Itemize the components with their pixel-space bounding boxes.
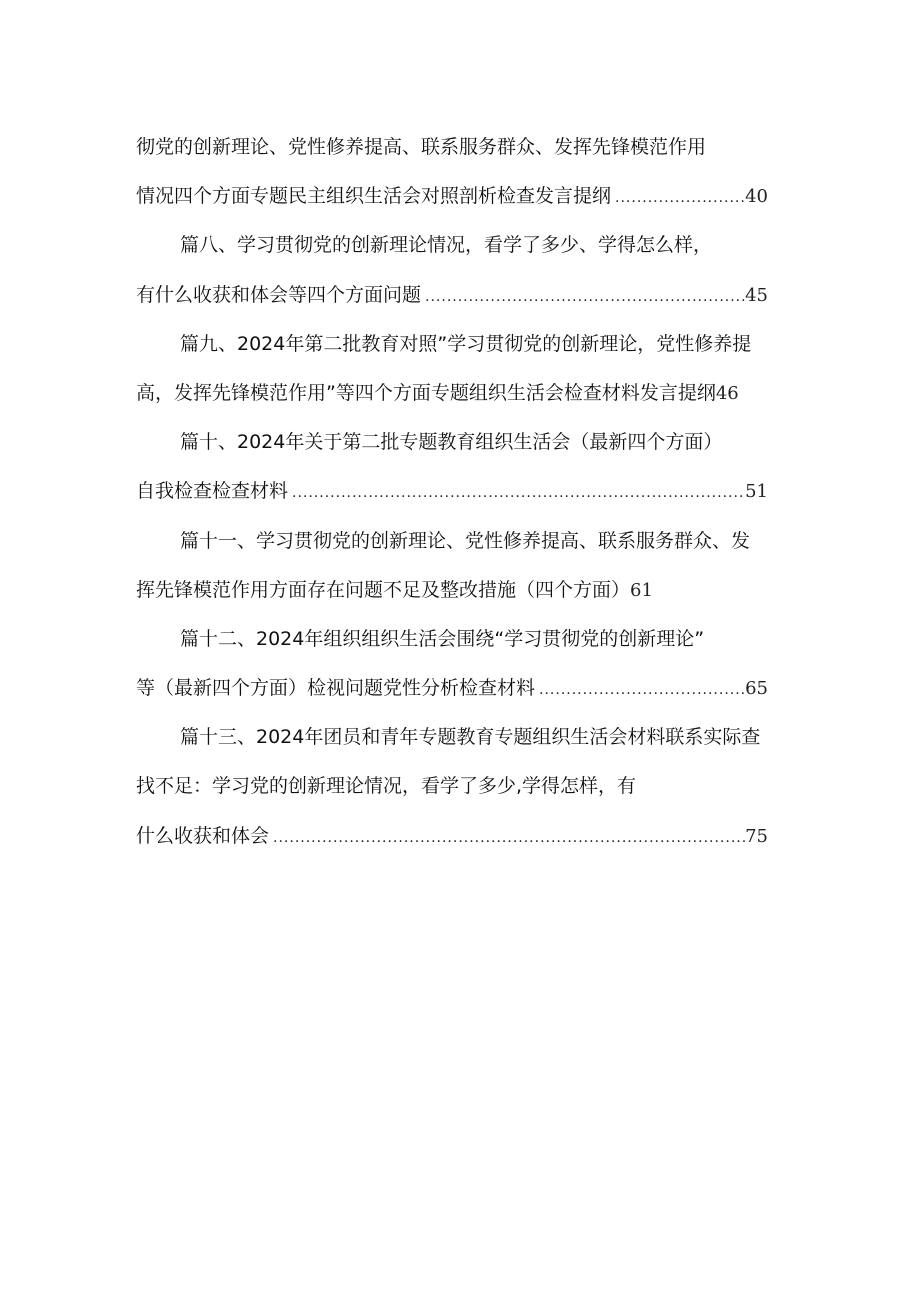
page-number: 65 xyxy=(745,678,768,700)
dot-leader xyxy=(273,819,745,857)
page-number: 45 xyxy=(745,284,768,306)
toc-line-text: 篇十三、2024年团员和青年专题教育专题组织生活会材料联系实际查 xyxy=(180,726,761,749)
toc-line xyxy=(136,718,796,767)
toc-line-text: 找不足：学习党的创新理论情况，看学了多少,学得怎样，有 xyxy=(136,775,637,798)
toc-entry[interactable] xyxy=(136,276,768,325)
toc-entry[interactable] xyxy=(136,472,768,521)
page-number: 46 xyxy=(715,382,739,404)
toc-line-text: 有什么收获和体会等四个方面问题 xyxy=(136,283,422,306)
toc-line-text: 篇十二、2024年组织组织生活会围绕“学习贯彻党的创新理论” xyxy=(180,627,705,650)
page-number: 75 xyxy=(745,825,768,847)
toc-line xyxy=(136,522,796,571)
toc-entry[interactable] xyxy=(136,177,768,226)
toc-line xyxy=(136,128,796,177)
dot-leader xyxy=(292,474,745,512)
toc-line-text: 篇十一、学习贯彻党的创新理论、党性修养提高、联系服务群众、发 xyxy=(180,529,751,552)
toc-line xyxy=(136,325,796,374)
toc-line-text: 什么收获和体会 xyxy=(136,824,270,847)
toc-entry[interactable] xyxy=(136,374,796,423)
dot-leader xyxy=(425,278,745,316)
page-number: 61 xyxy=(630,579,653,601)
toc-line-text: 等（最新四个方面）检视问题党性分析检查材料 xyxy=(136,677,536,700)
toc-line xyxy=(136,620,796,669)
page-number: 51 xyxy=(745,481,768,503)
toc-line-text: 挥先锋模范作用方面存在问题不足及整改措施（四个方面） xyxy=(136,578,631,601)
toc-line xyxy=(136,423,796,472)
table-of-contents xyxy=(136,128,796,866)
toc-entry[interactable] xyxy=(136,669,768,718)
toc-line-text: 情况四个方面专题民主组织生活会对照剖析检查发言提纲 xyxy=(136,185,612,208)
toc-line-text: 篇九、2024年第二批教育对照”学习贯彻党的创新理论，党性修养提 xyxy=(180,332,752,355)
toc-line-text: 彻党的创新理论、党性修养提高、联系服务群众、发挥先锋模范作用 xyxy=(136,136,707,158)
dot-leader xyxy=(615,179,745,217)
toc-line-text: 篇十、2024年关于第二批专题教育组织生活会（最新四个方面） xyxy=(180,431,723,454)
toc-line xyxy=(136,226,796,275)
dot-leader xyxy=(539,671,745,709)
toc-entry[interactable] xyxy=(136,571,796,620)
toc-line-text: 篇八、学习贯彻党的创新理论情况，看学了多少、学得怎么样， xyxy=(180,234,713,257)
toc-line-text: 高，发挥先锋模范作用”等四个方面专题组织生活会检查材料发言提纲 xyxy=(136,381,716,404)
toc-line-text: 自我检查检查材料 xyxy=(136,480,289,503)
page-number: 40 xyxy=(745,186,768,208)
toc-entry[interactable] xyxy=(136,817,768,866)
toc-line xyxy=(136,767,796,816)
